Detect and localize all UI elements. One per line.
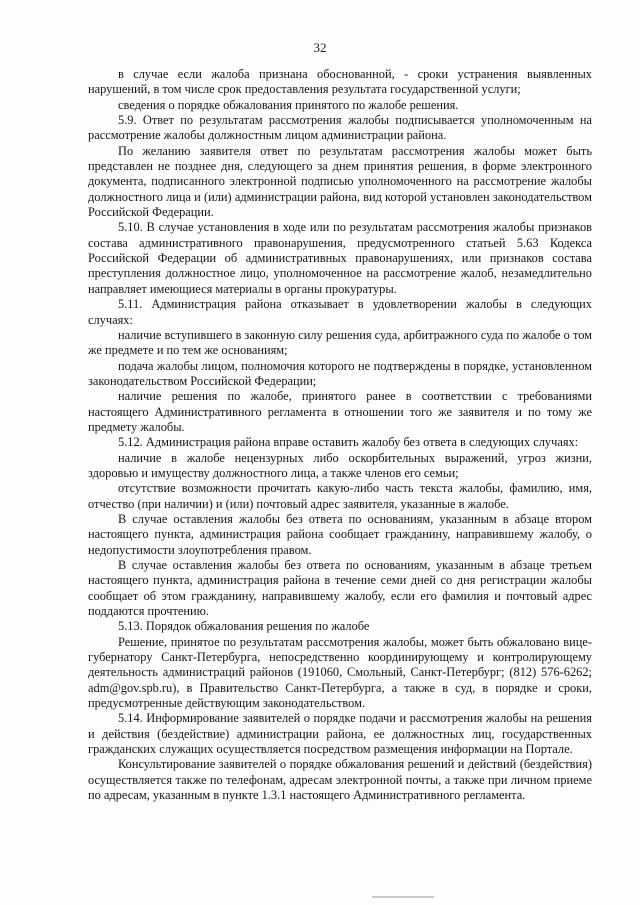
paragraph-6: 5.11. Администрация района отказывает в удовлетворении жалобы в следующих случаях:	[88, 297, 592, 327]
paragraph-16: Решение, принятое по результатам рассмотрения жалобы, может быть обжаловано вице-губернатору Санкт-Петербурга, непосредственно координирующему и контролирующему деятельность администраций районов (191060, Смольный, Санкт-Петербург; (812) 576-6262; adm@gov.spb.ru), в Правительство Санкт-Петербурга, а также в суд, в порядке и сроки, предусмотренные действующим законодательством.	[88, 634, 592, 711]
page-number: 32	[313, 40, 327, 55]
paragraph-13: В случае оставления жалобы без ответа по основаниям, указанным в абзаце втором настоящего пункта, администрация района сообщает гражданину, направившему жалобу, о недопустимости злоупотребления правом.	[88, 511, 592, 557]
paragraph-10: 5.12. Администрация района вправе оставить жалобу без ответа в следующих случаях:	[118, 435, 579, 450]
paragraph-8: подача жалобы лицом, полномочия которого не подтверждены в порядке, установленном законодательством Российской Федерации;	[88, 358, 592, 388]
paragraph-18: Консультирование заявителей о порядке обжалования решений и действий (бездействия) осуществляется также по телефонам, адресам электронной почты, а также при личном приеме по адресам, указанным в пункте 1.3.1 настоящего Административного регламента.	[88, 757, 592, 803]
paragraph-17: 5.14. Информирование заявителей о порядке подачи и рассмотрения жалобы на решения и действия (бездействие) администрации района, ее должностных лиц, государственных гражданских служащих осуществляется посредством размещения информации на Портале.	[88, 711, 592, 757]
paragraph-3: 5.9. Ответ по результатам рассмотрения жалобы подписывается уполномоченным на рассмотрение жалобы должностным лицом администрации района.	[88, 113, 592, 143]
paragraph-7: наличие вступившего в законную силу решения суда, арбитражного суда по жалобе о том же предмете и по тем же основаниям;	[88, 327, 592, 358]
paragraph-14: В случае оставления жалобы без ответа по основаниям, указанным в абзаце третьем настоящего пункта, администрация района в течение семи дней со дня регистрации жалобы сообщает об этом гражданину, направившему жалобу, если его фамилия и почтовый адрес поддаются прочтению.	[88, 558, 592, 619]
scan-artifact	[372, 896, 434, 898]
paragraph-4: По желанию заявителя ответ по результатам рассмотрения жалобы может быть представлен не позднее дня, следующего за днем принятия решения, в форме электронного документа, подписанного электронной подписью уполномоченного на рассмотрение жалобы должностного лица и (или) администрации района, вид которой установлен законодательством Российской Федерации.	[88, 143, 592, 220]
paragraph-2: сведения о порядке обжалования принятого по жалобе решения.	[118, 97, 459, 112]
paragraph-1: в случае если жалоба признана обоснованной, - сроки устранения выявленных нарушений, в том числе срок предоставления результата государственной услуги;	[88, 67, 592, 97]
paragraph-5: 5.10. В случае установления в ходе или по результатам рассмотрения жалобы признаков состава административного правонарушения, предусмотренного статьей 5.63 Кодекса Российской Федерации об административных правонарушениях, или признаков состава преступления должностное лицо, уполномоченное на рассмотрение жалоб, незамедлительно направляет имеющиеся материалы в органы прокуратуры.	[88, 220, 592, 296]
paragraph-12: отсутствие возможности прочитать какую-либо часть текста жалобы, фамилию, имя, отчество (при наличии) и (или) почтовый адрес заявителя, указанные в жалобе.	[88, 481, 592, 511]
document-body	[88, 67, 592, 804]
paragraph-11: наличие в жалобе нецензурных либо оскорбительных выражений, угроз жизни, здоровью и имуществу должностного лица, а также членов его семьи;	[88, 450, 592, 480]
paragraph-9: наличие решения по жалобе, принятого ранее в соответствии с требованиями настоящего Административного регламента в отношении того же заявителя и по тому же предмету жалобы.	[88, 389, 592, 434]
paragraph-15: 5.13. Порядок обжалования решения по жалобе	[118, 619, 370, 634]
